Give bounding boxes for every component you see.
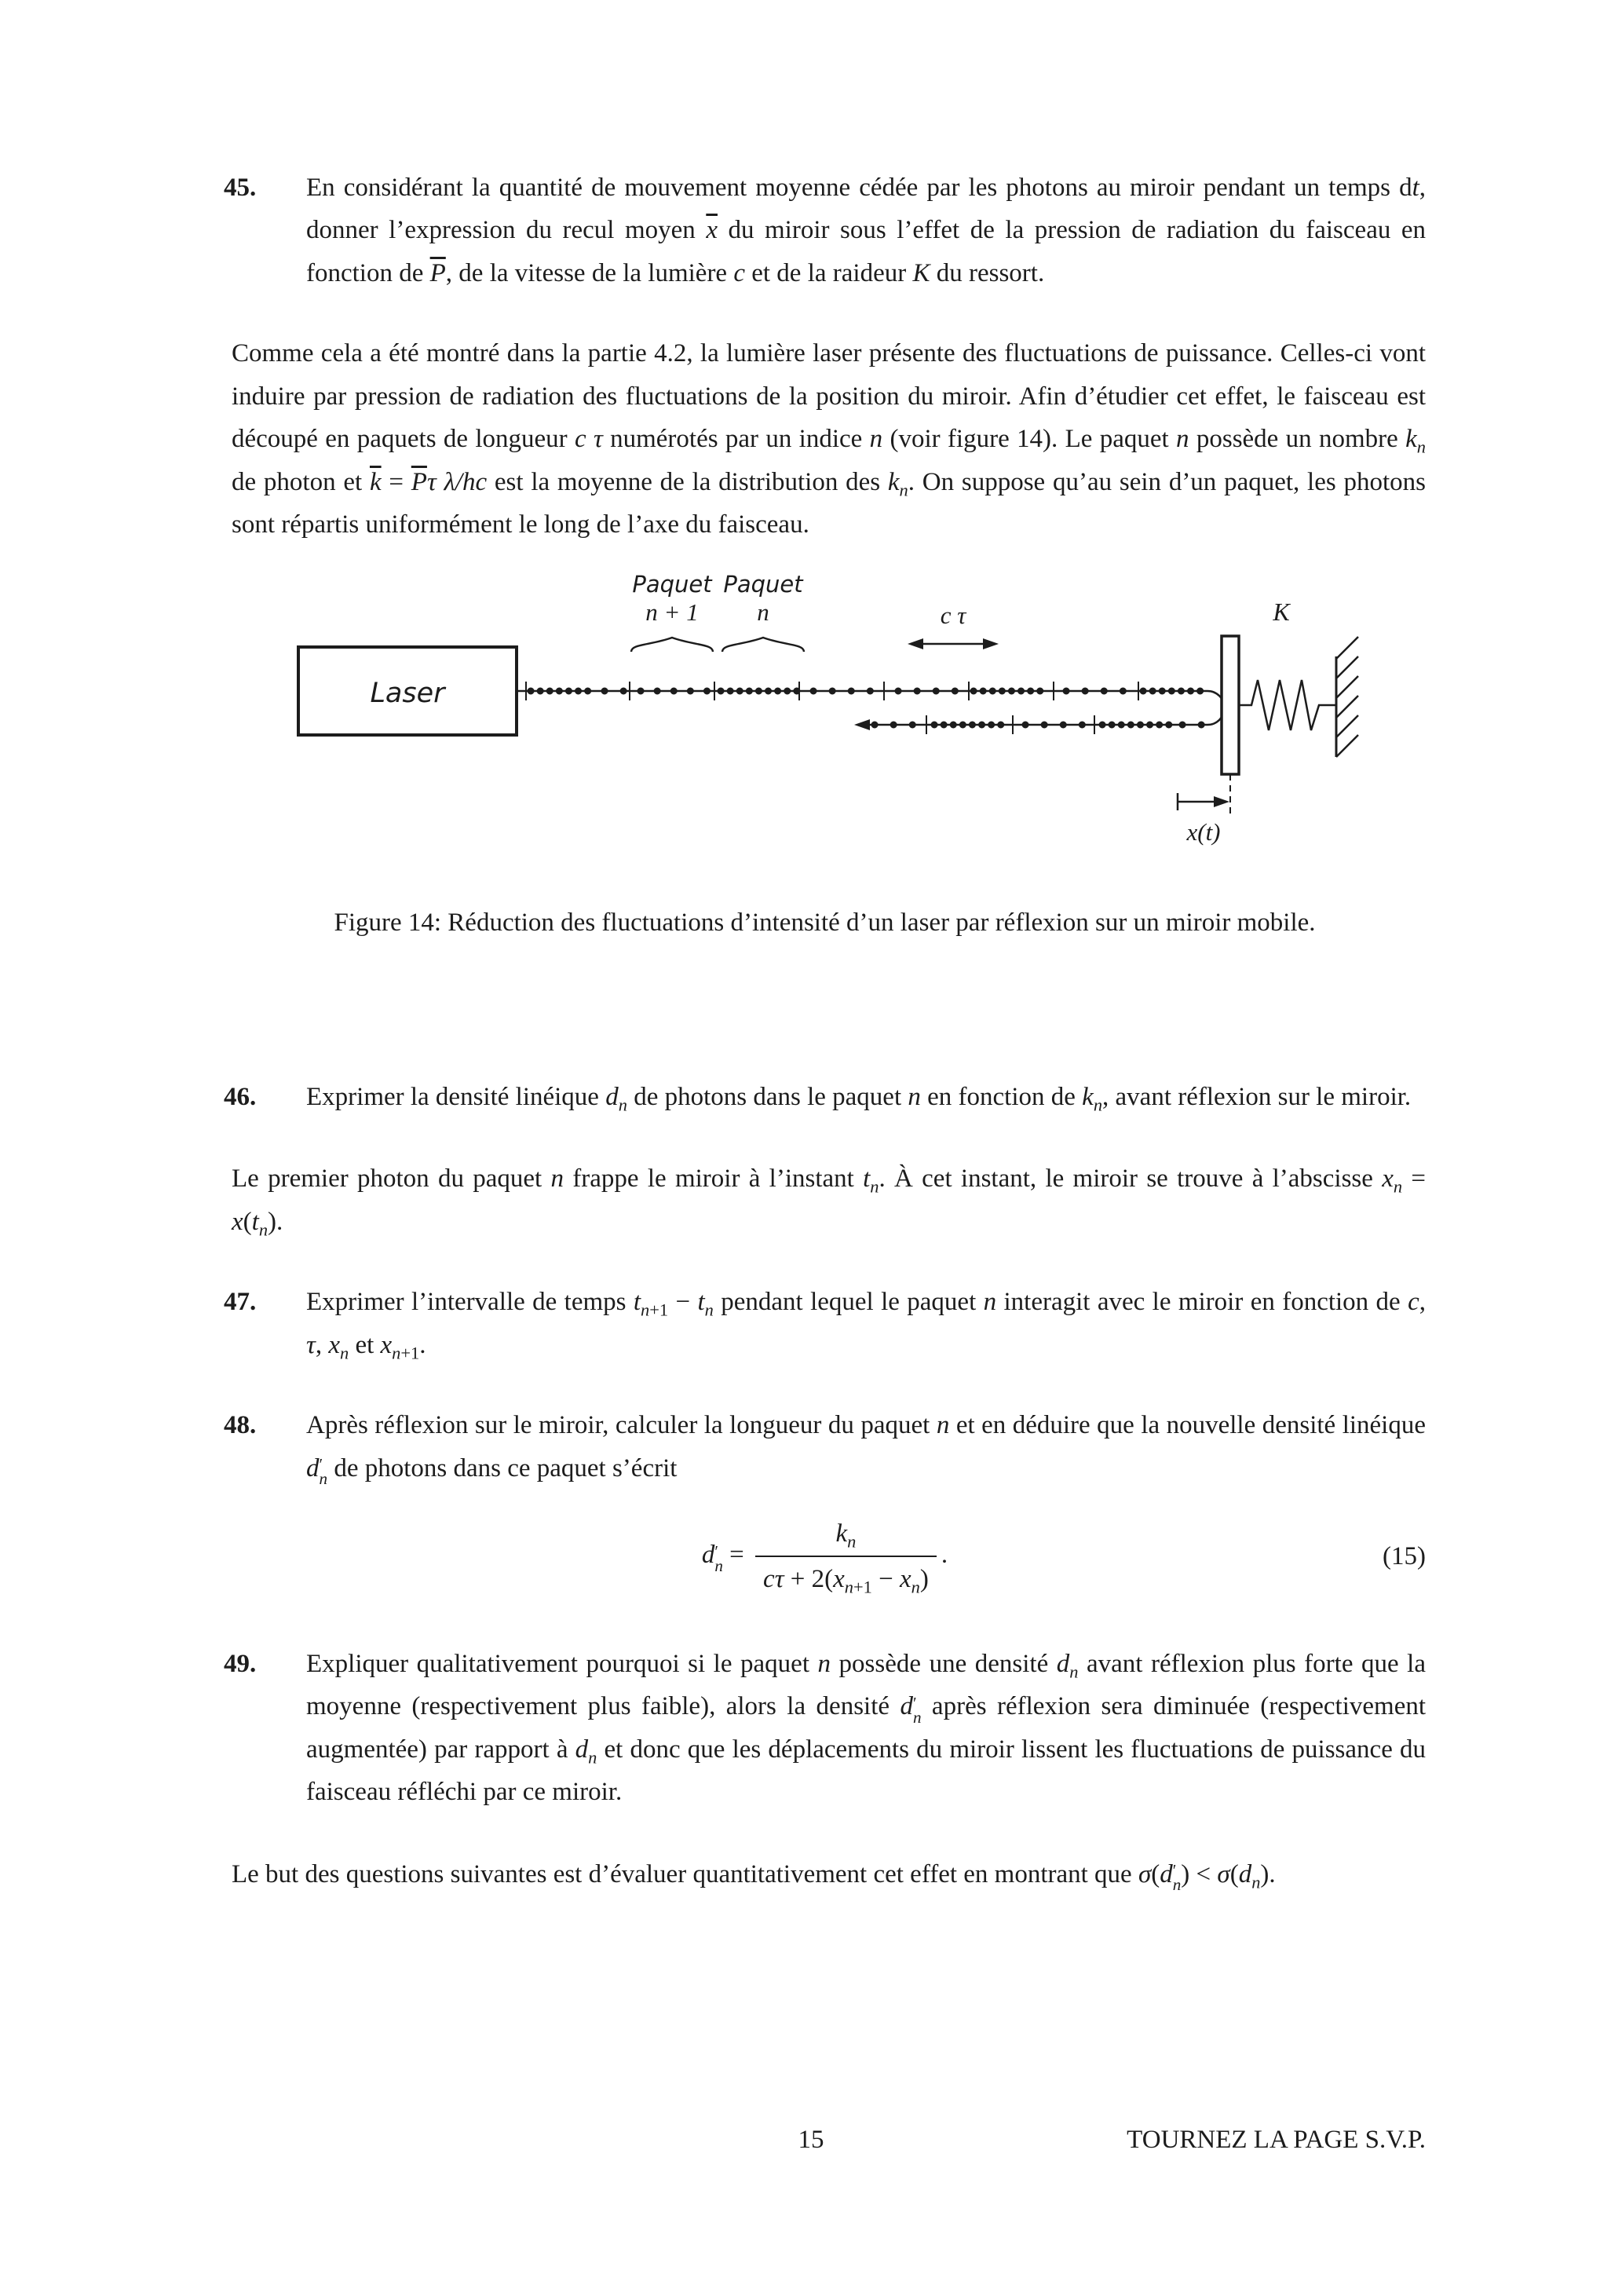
question-46-number: 46. — [224, 1082, 257, 1111]
question-48-number: 48. — [224, 1411, 257, 1440]
paragraph-but-questions: Le but des questions suivantes est d’évaluer quantitativement cet effet en montrant que σ(d ′ n ) < $\sigma(d_n)$. — [232, 1859, 1276, 1895]
question-49-number: 49. — [224, 1649, 257, 1678]
equation-number: (15) — [1383, 1542, 1426, 1571]
question-46 — [224, 1076, 1426, 1118]
paquet-n1-index: n + 1 — [645, 598, 699, 626]
laser-label: Laser — [370, 677, 445, 709]
mirror — [1222, 636, 1239, 774]
wall — [1336, 637, 1358, 757]
question-45 — [224, 166, 1426, 294]
paquet-n-brace — [722, 638, 804, 652]
figure-14-caption: Figure 14: Réduction des fluctuations d’intensité d’un laser par réflexion sur un miroir mobile. — [334, 908, 1316, 937]
ctau-right-arrowhead — [983, 638, 999, 649]
page-number: 15 — [798, 2126, 824, 2154]
figure-14-diagram — [290, 564, 1366, 856]
question-46-body: Exprimer la densité linéique $d_n$ de photons dans le paquet n en fonction de $k_n$, avant réflexion sur le miroir. — [306, 1082, 1412, 1115]
ctau-left-arrowhead — [908, 638, 923, 649]
paquet-braces — [631, 638, 804, 652]
page-footer — [0, 2119, 1622, 2166]
photon-dots — [531, 691, 1202, 725]
question-48-body: Après réflexion sur le miroir, calculer la longueur du paquet n et en déduire que la nouvelle densité linéique d ′ n de photons dans ce paquet s’écrit — [306, 1411, 1426, 1489]
displacement-marker — [1178, 793, 1229, 810]
question-47 — [224, 1281, 1426, 1366]
equation-fraction — [755, 1512, 937, 1602]
figure-14 — [224, 564, 1426, 944]
equation-15-expression — [701, 1519, 948, 1598]
question-45-number: 45. — [224, 174, 257, 202]
equation-denominator: $c\tau + 2(x_{n+1} - x_n)$ — [755, 1556, 937, 1601]
spring — [1239, 680, 1336, 730]
equation-numerator: $k_n$ — [835, 1519, 857, 1552]
equation-lhs: d ′ n = — [701, 1541, 744, 1575]
paquet-n-index: n — [757, 598, 769, 626]
question-48 — [224, 1404, 1426, 1490]
paragraph-premier-photon: Le premier photon du paquet n frappe le miroir à l’instant $t_n$. À cet instant, le miroir se trouve à l’abscisse $x_n = x(t_n)$. — [232, 1164, 1426, 1240]
paquet-n-label: Paquet — [723, 570, 803, 598]
question-45-body: En considérant la quantité de mouvement moyenne cédée par les photons au miroir pendant un temps dt, donner l’expression du recul moyen $\overline{x}$ du miroir sous l’effet de la pression de radiation du faisceau en fonction de $\overline{P}$, de la vitesse de la lumière c et de la raideur K du ressort. — [306, 174, 1427, 287]
question-47-number: 47. — [224, 1288, 257, 1317]
paquet-n1-brace — [631, 638, 713, 652]
displacement-arrowhead — [1214, 796, 1229, 807]
paragraph-intro-fluctuations: Comme cela a été montré dans la partie 4.2, la lumière laser présente des fluctuations de puissance. Celles-ci vont induire par pression de radiation des fluctuations de la position du miroir. Afin d’étudier cet effet, le faisceau est découpé en paquets de longueur c τ numérotés par un indice n (voir figure 14). Le paquet n possède un nombre $k_n$ de photon et $\overline{k} = \overline{P}\tau$ λ/hc est la moyenne de la distribution des $k_n$. On suppose qu’au sein d’un paquet, les photons sont répartis uniformément le long de l’axe du faisceau. — [232, 339, 1426, 539]
wall-hatching — [1336, 637, 1358, 757]
spring-constant-label: K — [1273, 597, 1290, 626]
turn-page-notice: TOURNEZ LA PAGE S.V.P. — [1127, 2126, 1426, 2154]
reflected-beam-arrowhead — [854, 719, 870, 730]
paquet-n1-label: Paquet — [632, 570, 712, 598]
ctau-label: c τ — [940, 601, 966, 629]
equation-15 — [224, 1512, 1426, 1602]
ctau-arrow — [908, 638, 999, 649]
question-49-body: Expliquer qualitativement pourquoi si le paquet n possède une densité $d_n$ avant réflexion plus forte que la moyenne (respectivement plus faible), alors la densité d ′ n après réflexion sera diminuée (respectivement augmentée) par rapport à $d_n$ et donc que les déplacements du miroir lissent les fluctuations de puissance du faisceau réfléchi par ce miroir. — [306, 1649, 1427, 1807]
displacement-label: x(t) — [1186, 817, 1221, 846]
question-49 — [224, 1643, 1426, 1814]
equation-period: . — [941, 1541, 948, 1570]
question-47-body: Exprimer l’intervalle de temps $t_{n+1} - t_n$ pendant lequel le paquet n interagit avec le miroir en fonction de c, τ, $x_n$ et $x_{n+1}$. — [306, 1288, 1426, 1363]
